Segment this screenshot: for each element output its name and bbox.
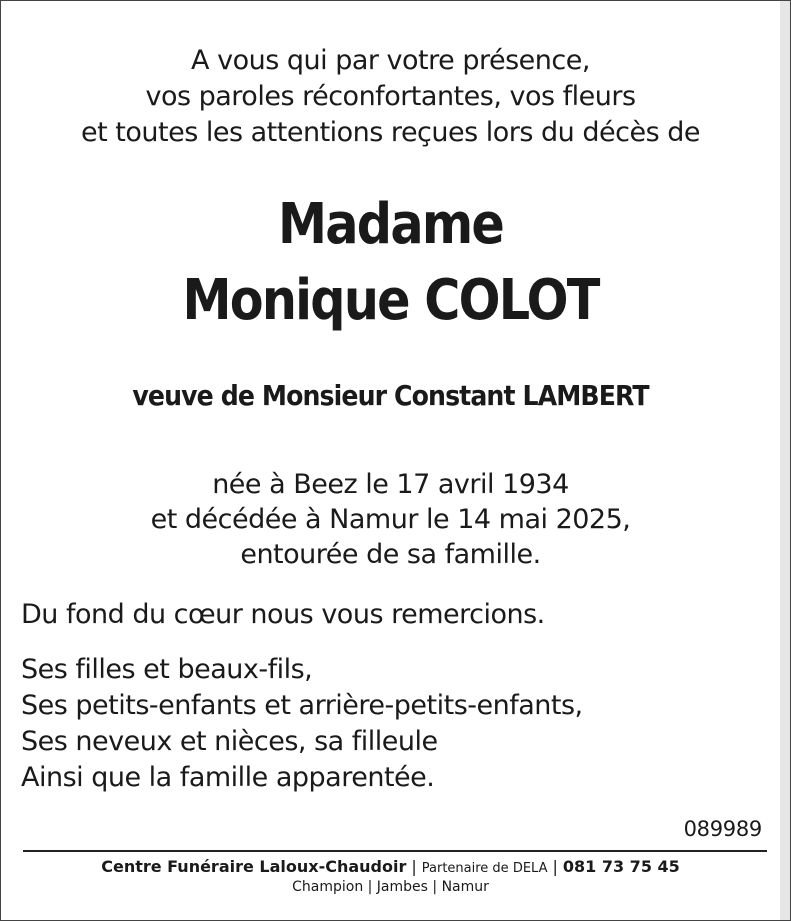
right-margin-strip: [780, 1, 790, 920]
intro-line: A vous qui par votre présence,: [191, 45, 590, 76]
notice-panel: [1, 1, 780, 920]
name-full: Monique COLOT: [182, 268, 599, 333]
thanks-text: Du fond du cœur nous vous remercions.: [21, 599, 545, 630]
name-title: Madame: [278, 192, 504, 257]
family-note-line: entourée de sa famille.: [240, 539, 541, 570]
footer-separator: |: [552, 857, 558, 876]
intro-line: vos paroles réconfortantes, vos fleurs: [145, 81, 636, 112]
birth-line: née à Beez le 17 avril 1934: [212, 469, 569, 500]
partner-text: Partenaire de DELA: [421, 861, 548, 876]
birth-death-text: [1, 467, 780, 572]
intro-line: et toutes les attentions reçues lors du décès de: [81, 117, 700, 148]
family-list: [21, 652, 583, 796]
footer-locations: Champion | Jambes | Namur: [292, 879, 489, 895]
death-line: et décédée à Namur le 14 mai 2025,: [150, 504, 631, 535]
reference-number: 089989: [683, 817, 762, 841]
footer-divider: [23, 850, 767, 852]
family-line: Ses neveux et nièces, sa filleule: [21, 726, 438, 757]
funeral-home-name: Centre Funéraire Laloux-Chaudoir: [101, 857, 407, 876]
footer-separator: |: [411, 857, 417, 876]
intro-text: [1, 43, 780, 151]
family-line: Ainsi que la famille apparentée.: [21, 762, 435, 793]
deceased-name: [48, 187, 734, 339]
family-line: Ses petits-enfants et arrière-petits-enfants,: [21, 690, 583, 721]
phone-number: 081 73 75 45: [562, 857, 680, 876]
funeral-home-footer: [1, 857, 780, 879]
widow-line: veuve de Monsieur Constant LAMBERT: [132, 379, 649, 412]
family-line: Ses filles et beaux-fils,: [21, 654, 313, 685]
